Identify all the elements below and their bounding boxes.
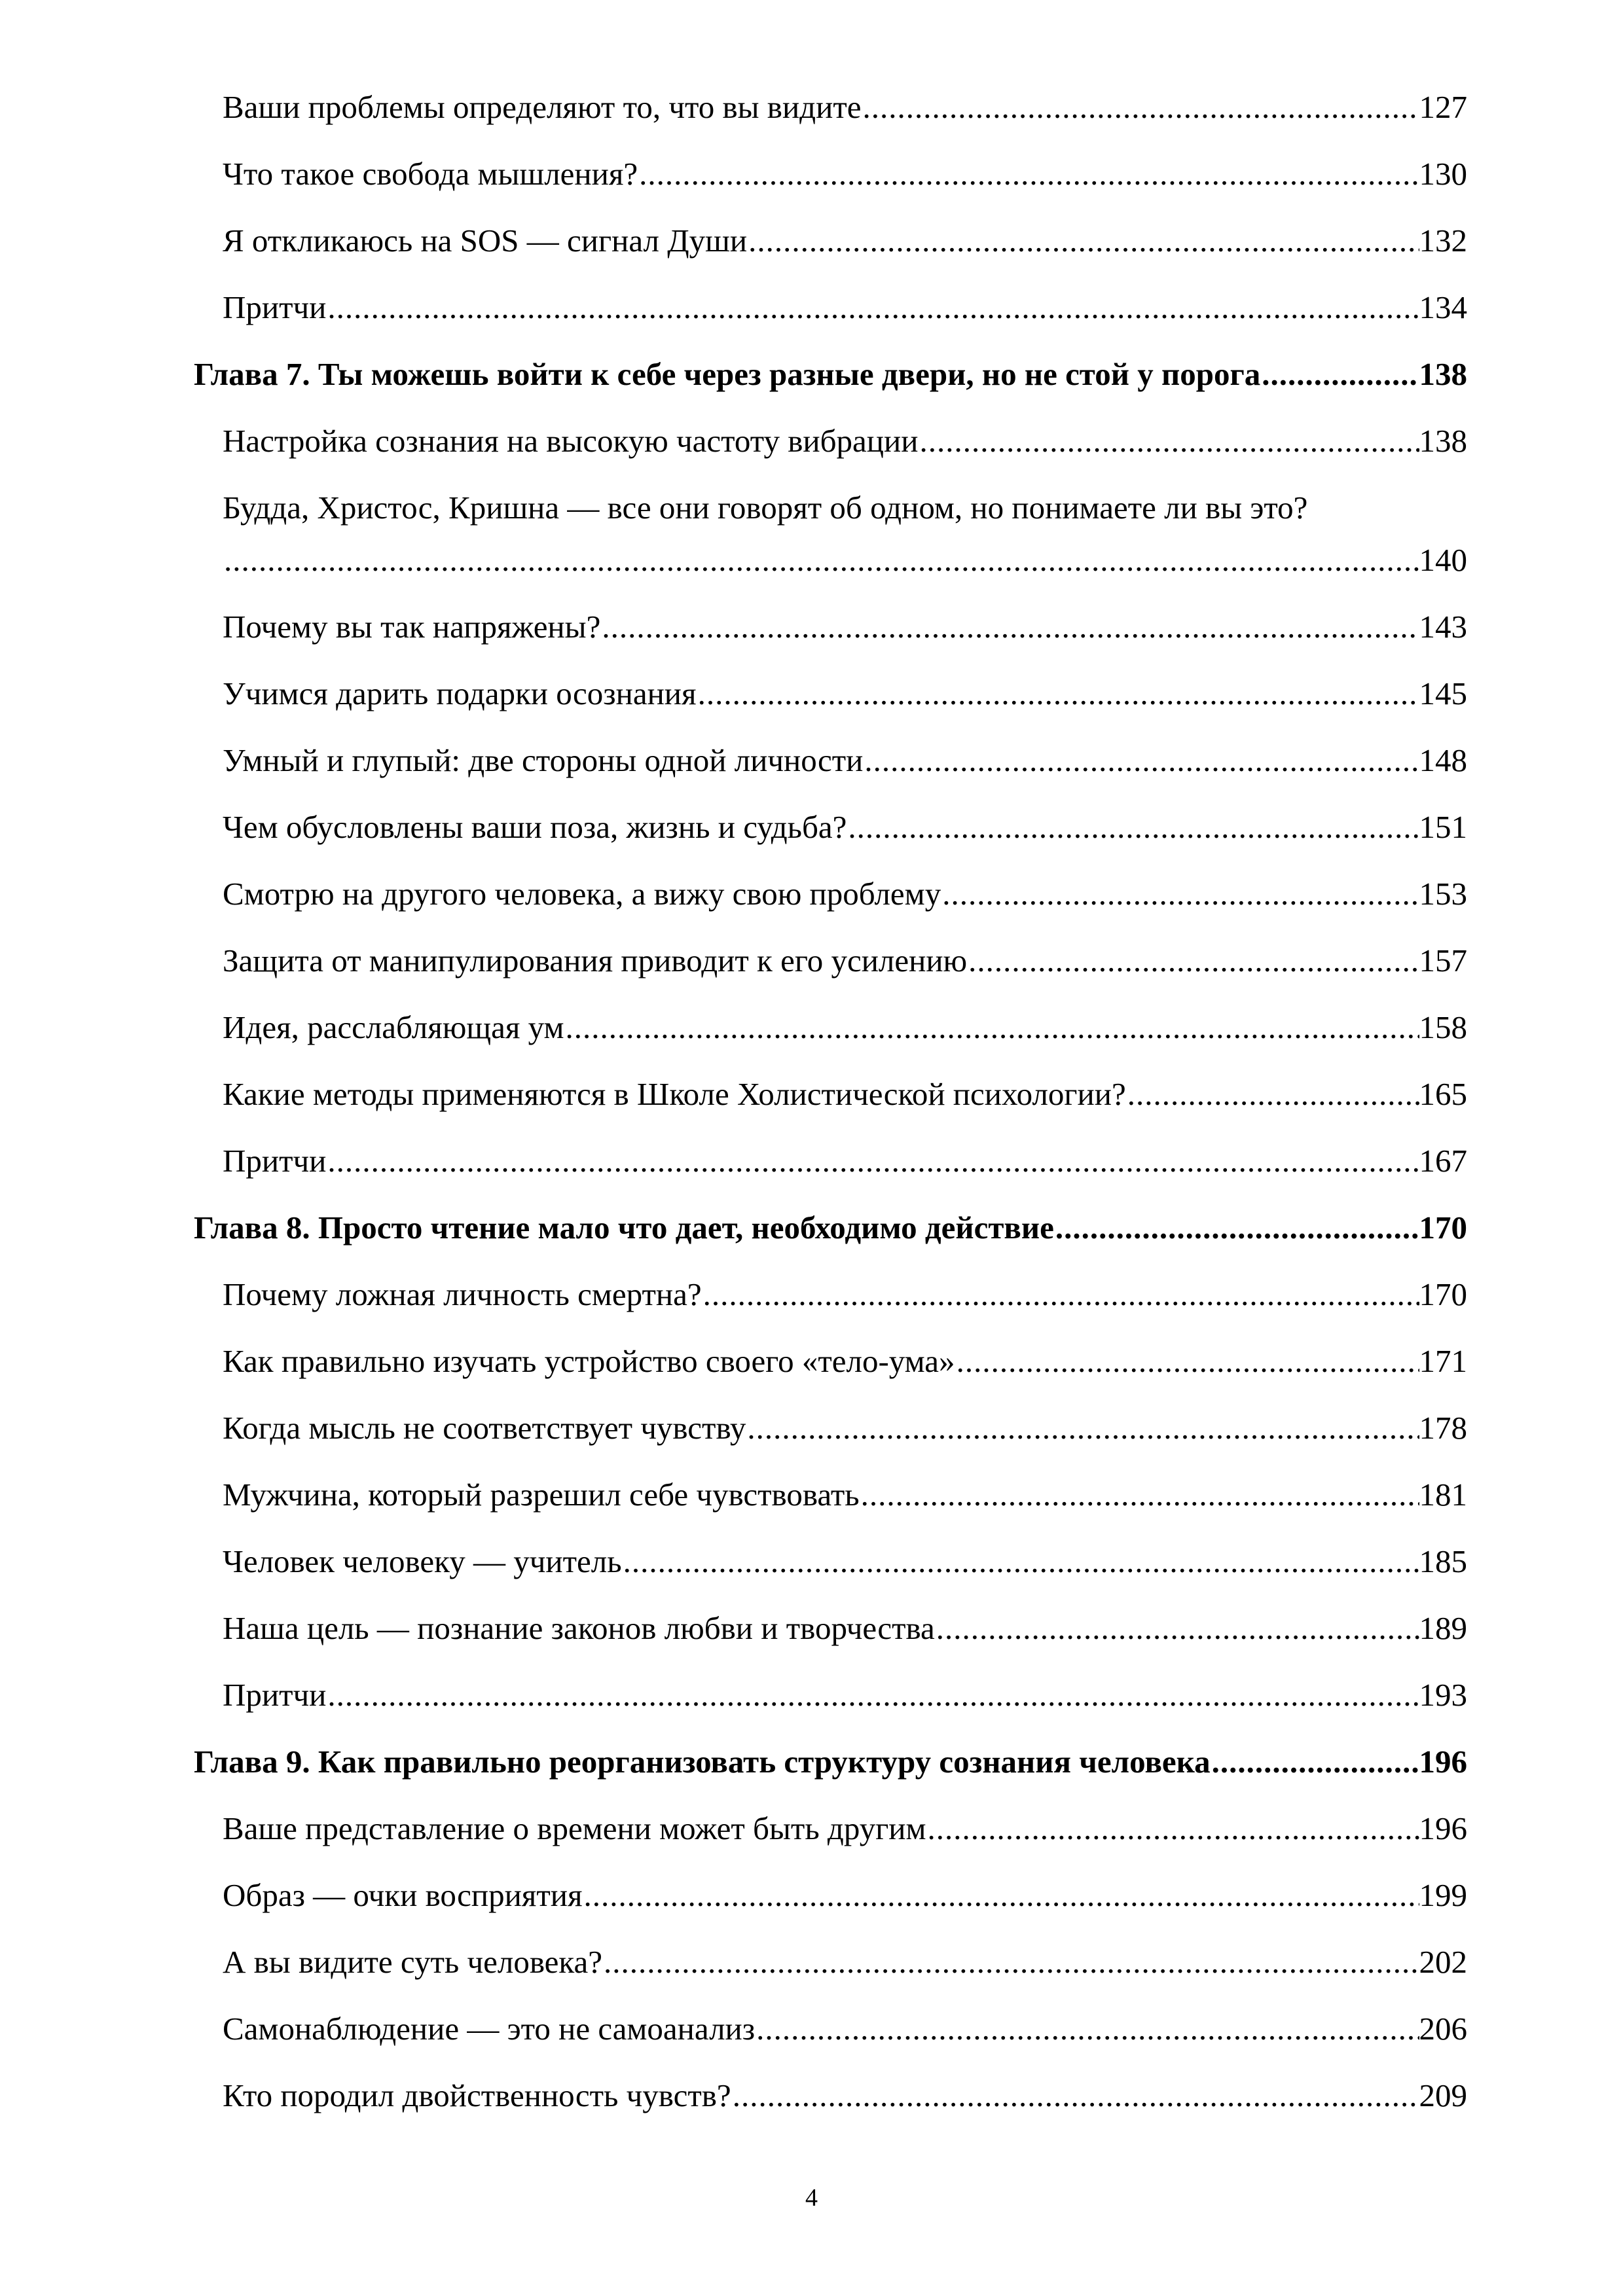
dot-leader	[326, 1676, 1419, 1715]
toc-entry-page: 127	[1419, 89, 1467, 125]
dot-leader	[863, 741, 1419, 780]
toc-entry-page: 209	[1419, 2077, 1467, 2113]
toc-entry-page: 196	[1419, 1810, 1467, 1846]
dot-leader	[1126, 1075, 1419, 1114]
toc-entry	[223, 607, 1467, 647]
toc-entry-title: Наша цель — познание законов любви и творчества	[223, 1610, 935, 1646]
toc-entry-title: Ваши проблемы определяют то, что вы видите	[223, 89, 862, 125]
dot-leader	[747, 221, 1419, 260]
toc-entry-title: Когда мысль не соответствует чувству	[223, 1410, 746, 1446]
toc-chapter-title: Глава 9. Как правильно реорганизовать структуру сознания человека	[194, 1744, 1211, 1780]
toc-chapter-title: Глава 7. Ты можешь войти к себе через разные двери, но не стой у порога	[194, 356, 1261, 392]
dot-leader	[638, 154, 1419, 194]
toc-entry-title: Притчи	[223, 1143, 327, 1179]
toc-entry	[223, 422, 1467, 461]
dot-leader	[223, 541, 1419, 580]
toc-entry-page: 181	[1419, 1477, 1467, 1513]
toc-entry-title: Притчи	[223, 1677, 327, 1713]
toc-chapter-page: 138	[1419, 356, 1467, 392]
toc-entry-page: 145	[1419, 675, 1467, 711]
toc-entry	[223, 1408, 1467, 1448]
toc-entry-title: Как правильно изучать устройство своего «тело-ума»	[223, 1343, 955, 1379]
dot-leader	[967, 941, 1419, 980]
toc-entry-title: Смотрю на другого человека, а вижу свою проблему	[223, 876, 941, 912]
dot-leader	[1260, 355, 1419, 394]
toc-entry-page: 134	[1419, 289, 1467, 325]
dot-leader	[746, 1408, 1419, 1448]
toc-entry-title: Образ — очки восприятия	[223, 1877, 583, 1913]
toc-entry	[223, 1342, 1467, 1381]
toc-entry-page: 185	[1419, 1543, 1467, 1579]
toc-entry	[223, 2009, 1467, 2049]
toc-entry	[223, 941, 1467, 980]
toc-entry	[223, 674, 1467, 713]
toc-entry-page: 193	[1419, 1677, 1467, 1713]
toc-entry	[223, 741, 1467, 780]
toc-entry	[223, 1008, 1467, 1047]
toc-chapter-page: 196	[1419, 1744, 1467, 1780]
dot-leader	[702, 1275, 1419, 1314]
toc-entry-title: Что такое свобода мышления?	[223, 156, 638, 192]
toc-entry-page: 138	[1419, 423, 1467, 459]
toc-entry-title-wrapped: Будда, Христос, Кришна — все они говорят об одном, но понимаете ли вы это?	[223, 490, 1308, 526]
toc-entry-title: Я откликаюсь на SOS — сигнал Души	[223, 223, 748, 259]
dot-leader	[326, 288, 1419, 327]
toc-entry	[223, 1141, 1467, 1181]
toc-entry-page: 140	[1419, 542, 1467, 578]
toc-entry-title: Чем обусловлены ваши поза, жизнь и судьба?	[223, 809, 847, 845]
dot-leader	[861, 88, 1419, 127]
toc-entry	[223, 2076, 1467, 2115]
dot-leader	[1054, 1208, 1419, 1247]
toc-entry	[223, 1542, 1467, 1581]
toc-entry-title: Притчи	[223, 289, 327, 325]
toc-entry-page: 189	[1419, 1610, 1467, 1646]
toc-entry-title: Настройка сознания на высокую частоту вибрации	[223, 423, 919, 459]
dot-leader	[935, 1609, 1419, 1648]
toc-entry-title: Умный и глупый: две стороны одной личности	[223, 742, 864, 778]
toc-entry-page: 178	[1419, 1410, 1467, 1446]
toc-entry	[223, 88, 1467, 127]
toc-entry-title: Человек человеку — учитель	[223, 1543, 622, 1579]
dot-leader	[926, 1809, 1419, 1848]
toc-entry-title: Защита от манипулирования приводит к его усилению	[223, 942, 968, 978]
toc-entry-title: Учимся дарить подарки осознания	[223, 675, 697, 711]
toc-entry	[223, 1676, 1467, 1715]
dot-leader	[600, 607, 1419, 647]
dot-leader	[918, 422, 1419, 461]
dot-leader	[941, 874, 1419, 914]
toc-entry-continuation	[223, 541, 1467, 580]
dot-leader	[955, 1342, 1419, 1381]
dot-leader	[1211, 1742, 1419, 1782]
toc-entry-page: 130	[1419, 156, 1467, 192]
toc-entry-page: 199	[1419, 1877, 1467, 1913]
toc-entry-title: Почему ложная личность смертна?	[223, 1276, 702, 1312]
toc-entry	[223, 154, 1467, 194]
toc-entry	[223, 288, 1467, 327]
toc-entry	[223, 221, 1467, 260]
toc-entry	[223, 1809, 1467, 1848]
toc-entry-title: Почему вы так напряжены?	[223, 609, 601, 645]
toc-entry-title: Идея, расслабляющая ум	[223, 1009, 564, 1045]
toc-entry	[223, 1876, 1467, 1915]
toc-chapter-heading	[194, 1742, 1467, 1782]
toc-entry	[223, 1943, 1467, 1982]
toc-entry-page: 158	[1419, 1009, 1467, 1045]
toc-entry-page: 170	[1419, 1276, 1467, 1312]
toc-entry-title: Самонаблюдение — это не самоанализ	[223, 2011, 756, 2047]
dot-leader	[860, 1475, 1419, 1515]
toc-entry-title: Мужчина, который разрешил себе чувствовать	[223, 1477, 860, 1513]
toc-entry-title: Кто породил двойственность чувств?	[223, 2077, 731, 2113]
toc-entry-page: 157	[1419, 942, 1467, 978]
dot-leader	[697, 674, 1419, 713]
toc-entry-page: 153	[1419, 876, 1467, 912]
dot-leader	[622, 1542, 1419, 1581]
toc-chapter-page: 170	[1419, 1210, 1467, 1246]
toc-entry-page: 143	[1419, 609, 1467, 645]
page-number: 4	[805, 2184, 818, 2212]
toc-entry	[223, 1609, 1467, 1648]
toc-entry-title: Какие методы применяются в Школе Холистической психологии?	[223, 1076, 1126, 1112]
toc-entry	[223, 1075, 1467, 1114]
dot-leader	[847, 808, 1419, 847]
toc-entry-page: 151	[1419, 809, 1467, 845]
toc-entry-page: 171	[1419, 1343, 1467, 1379]
toc-chapter-title: Глава 8. Просто чтение мало что дает, необходимо действие	[194, 1210, 1054, 1246]
dot-leader	[326, 1141, 1419, 1181]
toc-entry-title: А вы видите суть человека?	[223, 1944, 602, 1980]
toc-entry	[223, 1475, 1467, 1515]
toc-entry-page: 132	[1419, 223, 1467, 259]
toc-entry-page: 148	[1419, 742, 1467, 778]
toc-entry-page: 165	[1419, 1076, 1467, 1112]
toc-entry-page: 167	[1419, 1143, 1467, 1179]
toc-entry	[223, 808, 1467, 847]
toc-entry	[223, 874, 1467, 914]
dot-leader	[755, 2009, 1419, 2049]
dot-leader	[731, 2076, 1419, 2115]
toc-entry	[223, 1275, 1467, 1314]
dot-leader	[602, 1943, 1419, 1982]
toc-entry-title: Ваше представление о времени может быть другим	[223, 1810, 926, 1846]
toc-chapter-heading	[194, 1208, 1467, 1247]
toc-entry-page: 202	[1419, 1944, 1467, 1980]
dot-leader	[564, 1008, 1419, 1047]
toc-entry-page: 206	[1419, 2011, 1467, 2047]
toc-chapter-heading	[194, 355, 1467, 394]
dot-leader	[583, 1876, 1419, 1915]
